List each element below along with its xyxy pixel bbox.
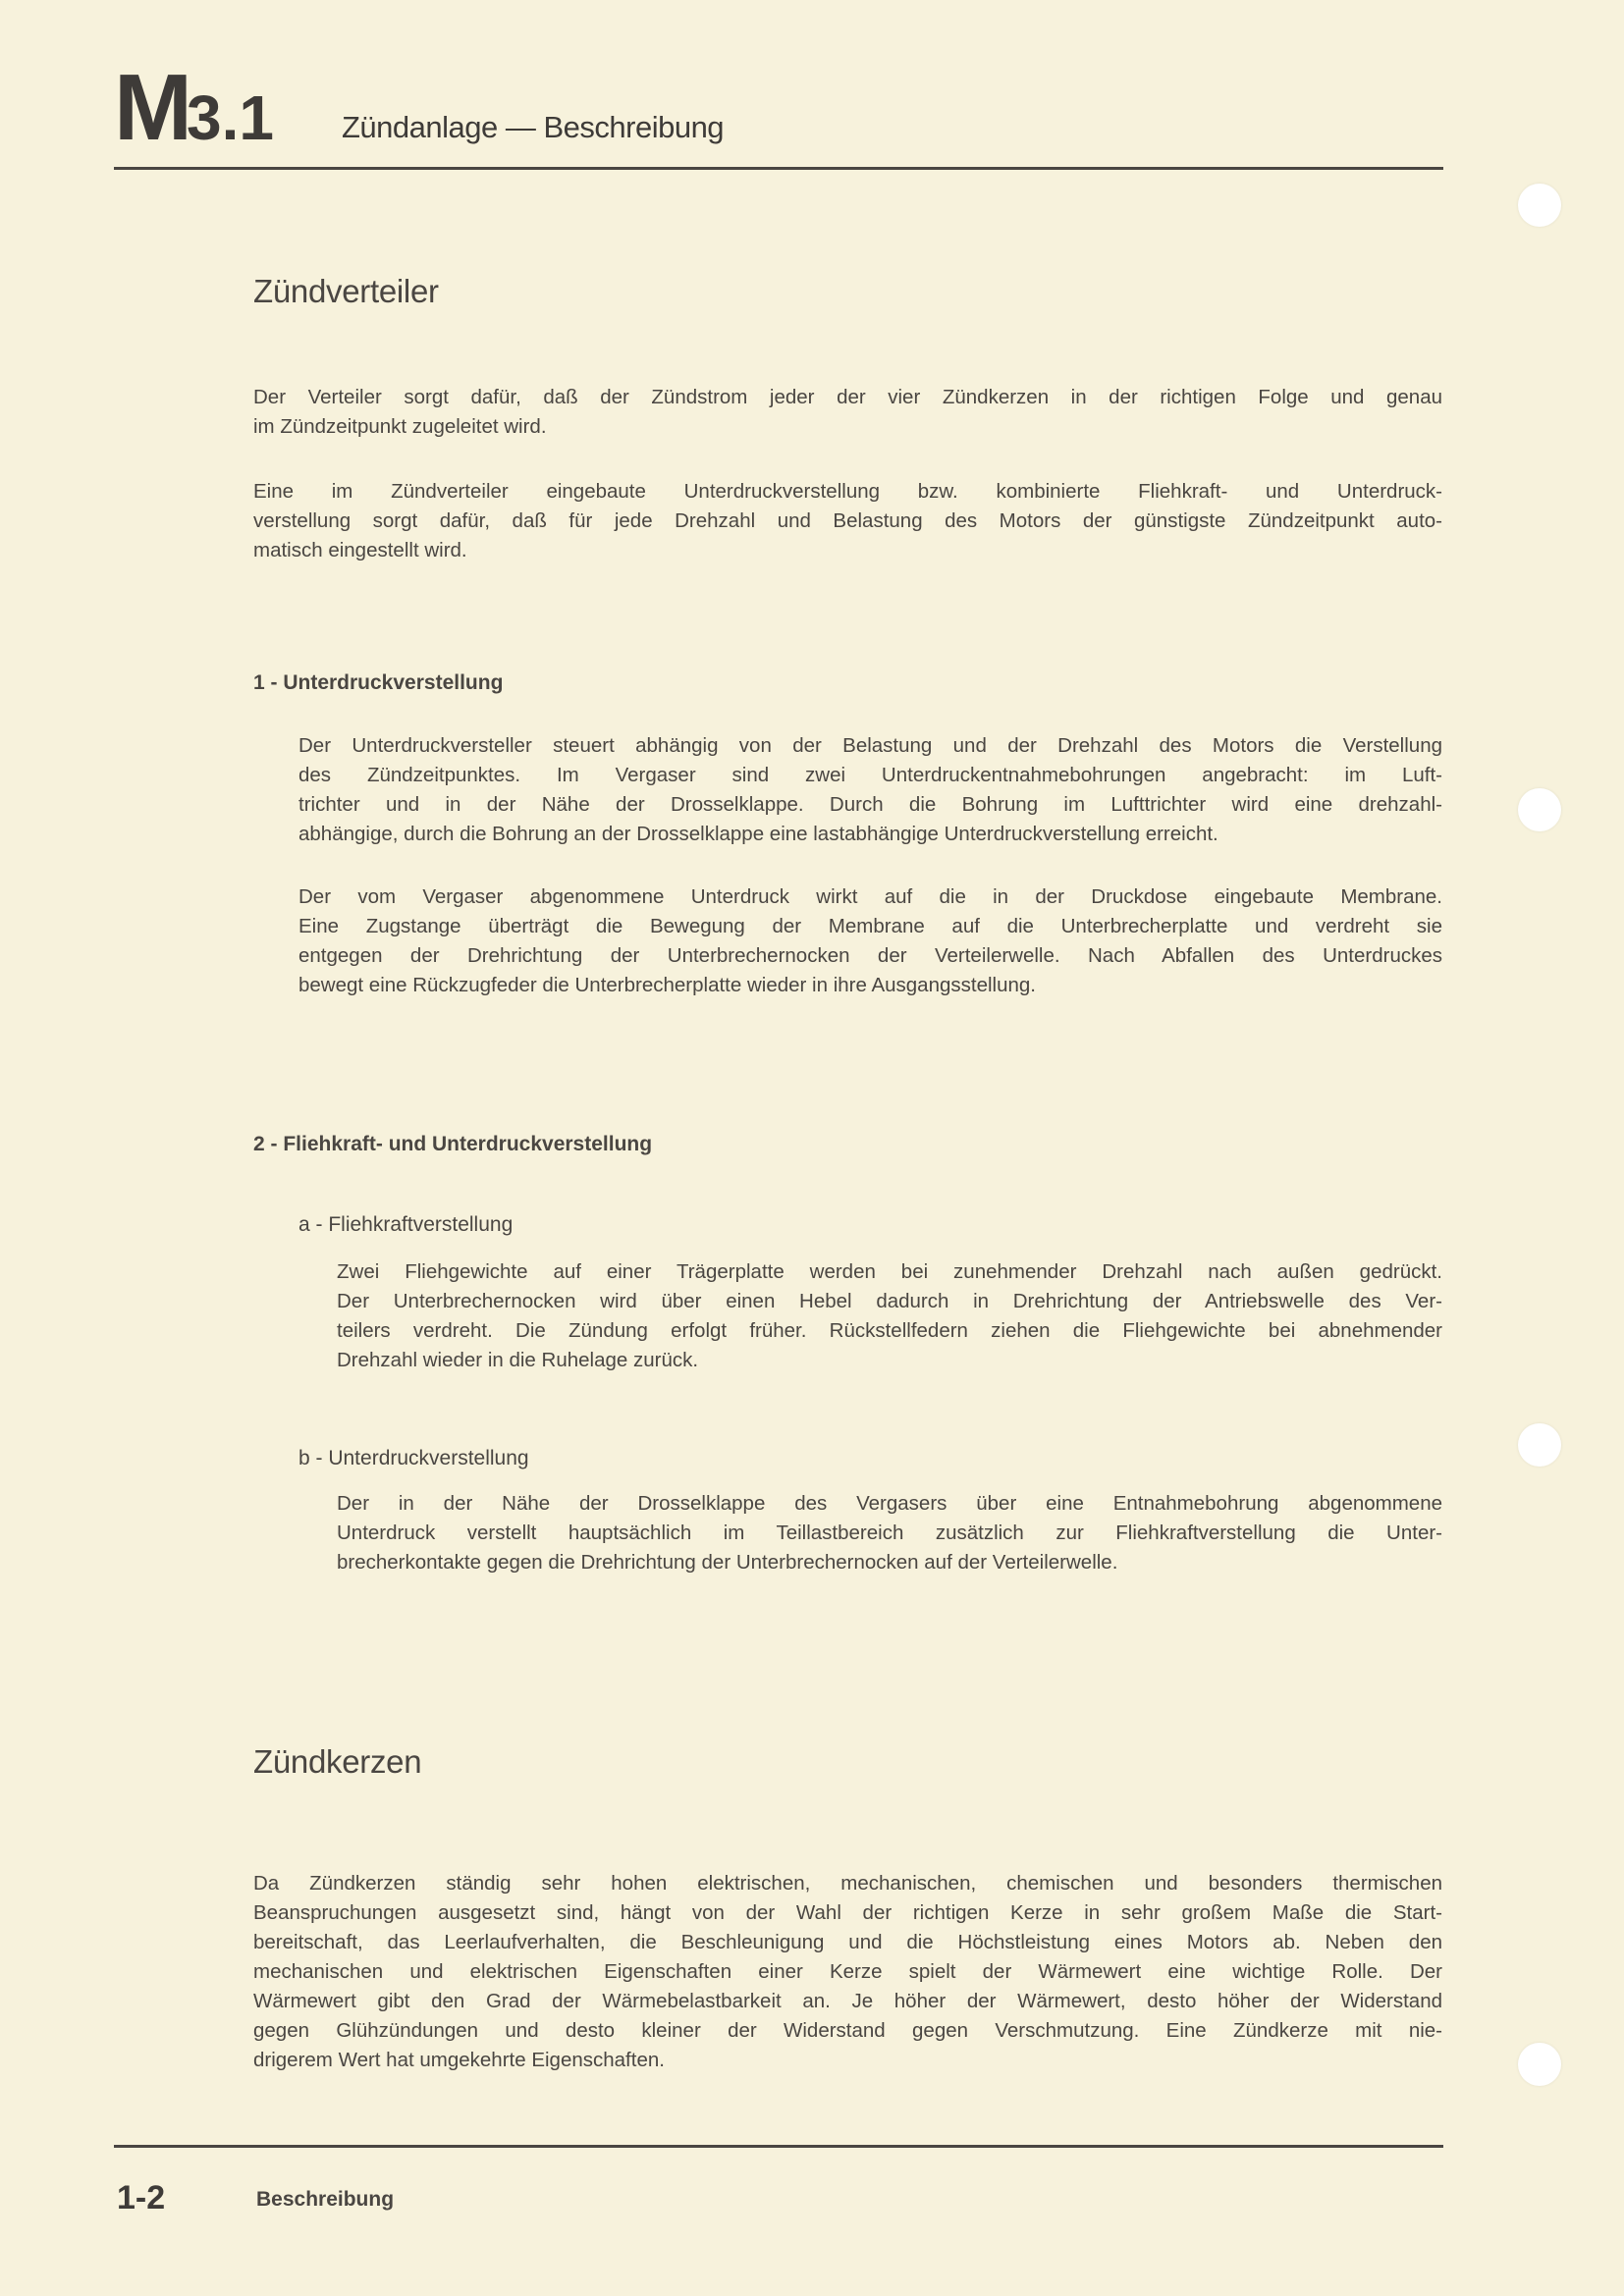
text-line: brecherkontakte gegen die Drehrichtung der Unterbrechernocken auf der Verteilerwelle.	[337, 1551, 1118, 1574]
text-line: bewegt eine Rückzugfeder die Unterbrecherplatte wieder in ihre Ausgangsstellung.	[298, 974, 1036, 996]
section-heading-zuendverteiler: Zündverteiler	[253, 273, 439, 309]
paragraph	[253, 383, 1442, 442]
text-line: Beanspruchungen ausgesetzt sind, hängt von der Wahl der richtigen Kerze in sehr großem Maße die Start-	[253, 1901, 1442, 1924]
paragraph	[337, 1257, 1442, 1375]
text-line: Der Verteiler sorgt dafür, daß der Zündstrom jeder der vier Zündkerzen in der richtigen Folge und genau	[253, 386, 1442, 408]
paragraph	[298, 882, 1442, 1000]
text-line: matisch eingestellt wird.	[253, 539, 467, 561]
footer-label: Beschreibung	[256, 2188, 395, 2211]
page-number: 1-2	[117, 2179, 166, 2216]
text-line: trichter und in der Nähe der Drosselklappe. Durch die Bohrung im Lufttrichter wird eine drehzahl-	[298, 793, 1442, 816]
text-line: verstellung sorgt dafür, daß für jede Drehzahl und Belastung des Motors der günstigste Zündzeitpunkt auto-	[253, 509, 1442, 532]
text-line: Drehzahl wieder in die Ruhelage zurück.	[337, 1349, 699, 1371]
text-line: Der Unterdruckversteller steuert abhängig von der Belastung und der Drehzahl des Motors die Verstellung	[298, 734, 1442, 757]
text-line: Eine im Zündverteiler eingebaute Unterdruckverstellung bzw. kombinierte Fliehkraft- und Unterdruck-	[253, 480, 1442, 503]
chapter-letter: M	[114, 55, 187, 160]
text-line: Der in der Nähe der Drosselklappe des Vergasers über eine Entnahmebohrung abgenommene	[337, 1492, 1442, 1515]
subsection-heading-2b: b - Unterdruckverstellung	[298, 1447, 529, 1469]
text-line: Der Unterbrechernocken wird über einen Hebel dadurch in Drehrichtung der Antriebswelle des Ver-	[337, 1290, 1442, 1312]
binder-hole	[1518, 2043, 1561, 2086]
text-line: Zwei Fliehgewichte auf einer Trägerplatte werden bei zunehmender Drehzahl nach außen gedrückt.	[337, 1260, 1442, 1283]
text-line: Der vom Vergaser abgenommene Unterdruck wirkt auf die in der Druckdose eingebaute Membrane.	[298, 885, 1442, 908]
subsection-heading-2: 2 - Fliehkraft- und Unterdruckverstellung	[253, 1133, 653, 1155]
paragraph	[253, 1869, 1442, 2075]
header-divider	[114, 167, 1443, 170]
text-line: Da Zündkerzen ständig sehr hohen elektrischen, mechanischen, chemischen und besonders thermischen	[253, 1872, 1442, 1895]
paragraph	[253, 477, 1442, 565]
chapter-mark	[114, 55, 274, 160]
text-line: mechanischen und elektrischen Eigenschaften einer Kerze spielt der Wärmewert eine wichtige Rolle. Der	[253, 1960, 1442, 1983]
binder-hole	[1518, 184, 1561, 227]
text-line: gegen Glühzündungen und desto kleiner der Widerstand gegen Verschmutzung. Eine Zündkerze mit nie-	[253, 2019, 1442, 2042]
text-line: bereitschaft, das Leerlaufverhalten, die Beschleunigung und die Höchstleistung eines Motors ab. Neben den	[253, 1931, 1442, 1953]
section-heading-zuendkerzen: Zündkerzen	[253, 1743, 422, 1780]
footer-divider	[114, 2145, 1443, 2148]
text-line: im Zündzeitpunkt zugeleitet wird.	[253, 415, 547, 438]
text-line: entgegen der Drehrichtung der Unterbrechernocken der Verteilerwelle. Nach Abfallen des Unterdruckes	[298, 944, 1442, 967]
binder-hole	[1518, 788, 1561, 831]
subsection-heading-2a: a - Fliehkraftverstellung	[298, 1213, 514, 1236]
text-line: Wärmewert gibt den Grad der Wärmebelastbarkeit an. Je höher der Wärmewert, desto höher der Widerstand	[253, 1990, 1442, 2012]
text-line: drigerem Wert hat umgekehrte Eigenschaften.	[253, 2049, 665, 2071]
text-line: Unterdruck verstellt hauptsächlich im Teillastbereich zusätzlich zur Fliehkraftverstellung die Unter-	[337, 1522, 1442, 1544]
paragraph	[337, 1489, 1442, 1577]
text-line: des Zündzeitpunktes. Im Vergaser sind zwei Unterdruckentnahmebohrungen angebracht: im Luft-	[298, 764, 1442, 786]
text-line: teilers verdreht. Die Zündung erfolgt früher. Rückstellfedern ziehen die Fliehgewichte bei abnehmender	[337, 1319, 1442, 1342]
text-line: Eine Zugstange überträgt die Bewegung der Membrane auf die Unterbrecherplatte und verdreht sie	[298, 915, 1442, 937]
paragraph	[298, 731, 1442, 849]
page-title: Zündanlage — Beschreibung	[342, 110, 725, 144]
binder-hole	[1518, 1423, 1561, 1467]
subsection-heading-1: 1 - Unterdruckverstellung	[253, 671, 504, 694]
chapter-number: 3.1	[186, 82, 274, 153]
text-line: abhängige, durch die Bohrung an der Drosselklappe eine lastabhängige Unterdruckverstellung erreicht.	[298, 823, 1218, 845]
